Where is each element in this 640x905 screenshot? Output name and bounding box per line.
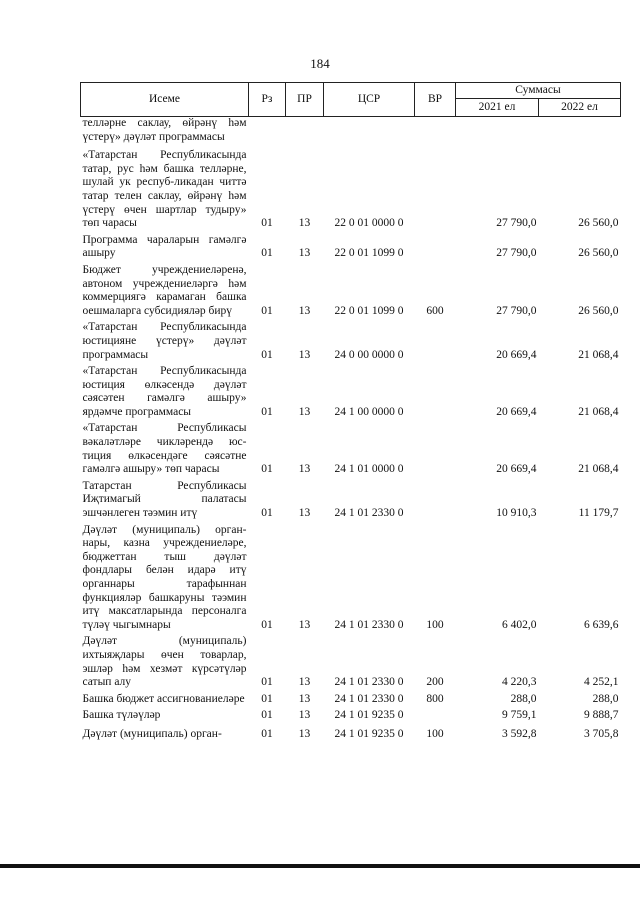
- row-sum-2022: 11 179,7: [578, 507, 619, 520]
- row-vr: [415, 363, 456, 420]
- row-rz: 01: [261, 727, 273, 740]
- row-rz: 01: [261, 709, 273, 722]
- row-csr: 22 0 01 0000 0: [334, 217, 404, 230]
- row-sum-2021: 20 669,4: [496, 405, 537, 418]
- row-csr: 24 1 01 2330 0: [334, 618, 404, 631]
- row-sum-2022: 3 705,8: [584, 727, 619, 740]
- bottom-scan-edge: [0, 864, 640, 868]
- row-pr: 13: [298, 676, 311, 689]
- row-sum-2022: 4 252,1: [584, 676, 619, 689]
- row-csr: [324, 117, 415, 146]
- row-rz: 01: [261, 463, 273, 476]
- table-row: [81, 478, 621, 522]
- row-name: Программа чараларын гамәлгә ашыру: [82, 233, 247, 260]
- row-csr: 22 0 01 1099 0: [334, 247, 404, 260]
- row-csr: 22 0 01 1099 0: [334, 304, 404, 317]
- table-row: [81, 117, 621, 146]
- row-csr: 24 0 00 0000 0: [334, 348, 404, 361]
- row-pr: 13: [298, 463, 311, 476]
- row-sum-2021: 27 790,0: [496, 217, 537, 230]
- row-vr: 200: [426, 676, 444, 689]
- row-sum-2022: 21 068,4: [578, 348, 619, 361]
- row-sum-2022: 6 639,6: [584, 618, 619, 631]
- row-name: «Татарстан Республикасында татар, рус һәм башка телләрне, шулай ук респуб-ликадан читтә татар телен саклау, өйрәнү һәм үстерү өчен шартлар тудыру» төп чарасы: [82, 149, 247, 230]
- row-csr: 24 1 01 2330 0: [334, 692, 404, 705]
- row-rz: 01: [261, 247, 273, 260]
- row-pr: 13: [298, 727, 311, 740]
- row-vr: [415, 319, 456, 363]
- row-name: телләрне саклау, өйрәнү һәм үстерү» дәүләт программасы: [82, 117, 247, 143]
- header-pr: ПР: [286, 83, 324, 117]
- row-sum-2021: 20 669,4: [496, 463, 537, 476]
- row-sum-2022: 26 560,0: [578, 304, 619, 317]
- row-pr: 13: [298, 405, 311, 418]
- table-row: [81, 420, 621, 477]
- row-name: «Татарстан Республикасы вәкаләтләре чикләрендә юс-тиция өлкәсендәге сәясәтне гамәлгә ашыру» төп чарасы: [82, 422, 247, 476]
- table-row: [81, 724, 621, 743]
- row-csr: 24 1 01 0000 0: [334, 463, 404, 476]
- table-row: [81, 319, 621, 363]
- row-name: «Татарстан Республикасында юстицияне үстерү» дәүләт программасы: [82, 321, 247, 361]
- row-pr: 13: [298, 709, 311, 722]
- row-sum-2022: 9 888,7: [584, 709, 619, 722]
- row-sum-2022: [539, 117, 621, 146]
- row-vr: [415, 117, 456, 146]
- row-vr: [415, 145, 456, 232]
- row-rz: 01: [261, 405, 273, 418]
- header-csr: ЦСР: [324, 83, 415, 117]
- header-2022: 2022 ел: [539, 99, 621, 117]
- row-rz: 01: [261, 217, 273, 230]
- row-sum-2021: 4 220,3: [502, 676, 537, 689]
- row-pr: 13: [298, 618, 311, 631]
- header-2021: 2021 ел: [456, 99, 539, 117]
- row-rz: 01: [261, 692, 273, 705]
- row-name: Бюджет учреждениеләренә, автоном учреждениеләргә һәм коммерциягә карамаган башка оешмаларга субсидияләр бирү: [82, 263, 247, 317]
- row-pr: [286, 117, 324, 146]
- table-body: [81, 117, 621, 743]
- row-name: Дәүләт (муниципаль) ихтыяҗлары өчен товарлар, эшләр һәм хезмәт күрсәтүләр сатып алу: [82, 635, 247, 689]
- header-rz: Рз: [249, 83, 286, 117]
- row-name: «Татарстан Республикасында юстиция өлкәсендә дәүләт сәясәтен гамәлгә ашыру» ярдәмче программасы: [82, 365, 247, 418]
- row-csr: 24 1 01 2330 0: [334, 507, 404, 520]
- table-row: [81, 145, 621, 232]
- row-sum-2022: 26 560,0: [578, 247, 619, 260]
- row-vr: 600: [426, 304, 444, 317]
- row-name: Башка бюджет ассигнованиеләре: [82, 692, 245, 705]
- row-vr: [415, 232, 456, 262]
- header-vr: ВР: [415, 83, 456, 117]
- row-vr: [415, 478, 456, 522]
- header-name: Исеме: [81, 83, 249, 117]
- table-row: [81, 691, 621, 708]
- row-pr: 13: [298, 247, 311, 260]
- row-pr: 13: [298, 304, 311, 317]
- row-sum-2021: 6 402,0: [502, 618, 537, 631]
- row-rz: 01: [261, 304, 273, 317]
- table-row: [81, 707, 621, 724]
- row-csr: 24 1 01 9235 0: [334, 709, 404, 722]
- row-name: Татарстан Республикасы Иҗтимагый палатасы эшчәнлеген тәэмин итү: [82, 479, 247, 520]
- row-rz: 01: [261, 507, 273, 520]
- table-row: [81, 363, 621, 420]
- row-pr: 13: [298, 507, 311, 520]
- row-rz: 01: [261, 618, 273, 631]
- row-vr: 800: [426, 692, 444, 705]
- row-sum-2021: 20 669,4: [496, 348, 537, 361]
- row-pr: 13: [298, 692, 311, 705]
- row-vr: [415, 707, 456, 724]
- row-sum-2022: 26 560,0: [578, 217, 619, 230]
- row-rz: 01: [261, 676, 273, 689]
- row-sum-2021: 10 910,3: [496, 507, 537, 520]
- row-rz: [249, 117, 286, 146]
- row-vr: 100: [426, 727, 444, 740]
- row-vr: [415, 420, 456, 477]
- table-row: [81, 633, 621, 690]
- row-sum-2022: 288,0: [592, 692, 619, 705]
- header-sums: Суммасы: [456, 83, 621, 99]
- row-csr: 24 1 01 9235 0: [334, 727, 404, 740]
- row-sum-2022: 21 068,4: [578, 463, 619, 476]
- row-sum-2021: 288,0: [510, 692, 537, 705]
- table-row: [81, 262, 621, 319]
- row-name: Дәүләт (муниципаль) орган-: [82, 727, 222, 740]
- row-pr: 13: [298, 217, 311, 230]
- page-number: 184: [310, 56, 330, 71]
- row-vr: 100: [426, 618, 444, 631]
- row-rz: 01: [261, 348, 273, 361]
- row-sum-2021: 3 592,8: [502, 727, 537, 740]
- table-row: [81, 232, 621, 262]
- row-pr: 13: [298, 348, 311, 361]
- row-csr: 24 1 00 0000 0: [334, 405, 404, 418]
- row-sum-2021: [456, 117, 539, 146]
- row-name: Дәүләт (муниципаль) орган-нары, казна учреждениеләре, бюджеттан тыш дәүләт фондлары белән идарә итү органнары тарафыннан функцияләр башкаруны тәэмин итү максатларында персоналга түләү чыгымнары: [82, 523, 247, 631]
- row-name: Башка түләүләр: [82, 709, 161, 722]
- row-sum-2022: 21 068,4: [578, 405, 619, 418]
- row-csr: 24 1 01 2330 0: [334, 676, 404, 689]
- table-row: [81, 522, 621, 634]
- row-sum-2021: 27 790,0: [496, 247, 537, 260]
- row-sum-2021: 27 790,0: [496, 304, 537, 317]
- row-sum-2021: 9 759,1: [502, 709, 537, 722]
- budget-table: [80, 82, 621, 743]
